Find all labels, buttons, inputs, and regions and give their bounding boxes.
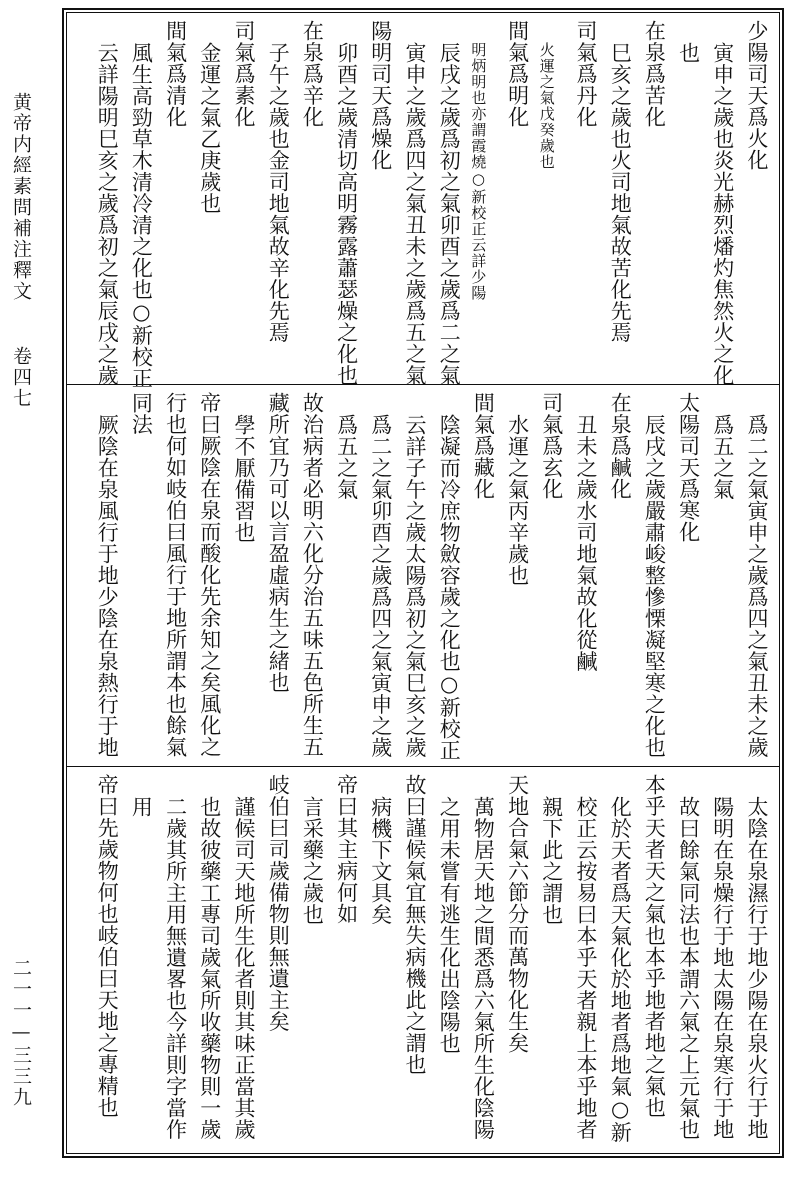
- book-title: 黄帝内經素問補注釋文: [10, 92, 32, 302]
- text-column: 司氣爲玄化: [539, 392, 564, 500]
- text-column: 之用未嘗有逃生化出陰陽也: [437, 796, 462, 1054]
- text-column: 間氣爲明化: [505, 20, 530, 128]
- text-column: 行也何如岐伯曰風行于地所謂本也餘氣: [163, 392, 188, 758]
- text-column: 學不厭備習也: [232, 414, 256, 543]
- text-column: 水運之氣丙辛歲也: [505, 414, 530, 586]
- text-column: 言采藥之歲也: [300, 796, 325, 925]
- text-column: 故曰謹候氣宜無失病機此之謂也: [403, 774, 427, 1075]
- text-column: 爲五之氣: [710, 414, 735, 500]
- text-column: 云詳子午之歲太陽爲初之氣巳亥之歲: [403, 414, 427, 758]
- volume-label: 卷四七: [10, 346, 32, 409]
- text-column: 巳亥之歲也火司地氣故苦化先焉: [608, 42, 633, 343]
- text-column: 丑未之歲水司地氣故化從鹹: [574, 414, 598, 672]
- text-column: 藏所宜乃可以言盈虛病生之緒也: [266, 392, 291, 693]
- text-column: 寅申之歲爲四之氣丑未之歲爲五之氣: [403, 42, 427, 386]
- text-column: 金運之氣乙庚歲也: [197, 42, 222, 214]
- text-column: 在泉爲鹹化: [608, 392, 633, 500]
- text-column: 故曰餘氣同法也本謂六氣之上元氣也: [676, 796, 701, 1140]
- text-column: 司氣爲素化: [232, 20, 256, 128]
- text-column: 明炳明也亦謂霞燒○新校正云詳少陽: [469, 42, 488, 301]
- text-column: 親下此之謂也: [539, 796, 564, 925]
- text-column: 太陽司天爲寒化: [676, 392, 701, 543]
- text-band-top: [70, 20, 776, 389]
- text-column: 太陰在泉濕行于地少陽在泉火行于地: [745, 796, 769, 1140]
- text-column: 故治病者必明六化分治五味五色所生五: [300, 392, 325, 758]
- text-column: 爲二之氣寅申之歲爲四之氣丑未之歲: [745, 414, 769, 758]
- text-column: 岐伯曰司歲備物則無遺主矣: [266, 774, 291, 1032]
- text-column: 二歲其所主用無遺畧也今詳則字當作: [163, 796, 188, 1140]
- text-column: 在泉爲辛化: [300, 20, 325, 128]
- text-column: 卯酉之歲清切高明霧露蕭瑟燥之化也: [334, 42, 359, 386]
- text-column: 少陽司天爲火化: [745, 20, 769, 171]
- text-column: 用: [129, 796, 154, 818]
- text-column: 謹候司天地所生化者則其味正當其歲: [232, 796, 256, 1140]
- text-column: 帝曰先歲物何也岐伯曰天地之專精也: [95, 774, 120, 1118]
- text-column: 也故彼藥工專司歲氣所收藥物則一歲: [197, 796, 222, 1140]
- text-column: 在泉爲苦化: [642, 20, 667, 128]
- text-column: 陽明司天爲燥化: [368, 20, 393, 171]
- text-column: 火運之氣戊癸歲也: [537, 42, 556, 170]
- text-column: 本乎天者天之氣也本乎地者地之氣也: [642, 774, 667, 1118]
- text-column: 同法: [129, 392, 154, 435]
- text-column: 子午之歲也金司地氣故辛化先焉: [266, 42, 291, 343]
- text-column: 間氣爲藏化: [471, 392, 496, 500]
- text-column: 天地合氣六節分而萬物化生矣: [505, 774, 530, 1054]
- text-column: 校正云按易曰本乎天者親上本乎地者: [574, 796, 598, 1140]
- text-column: 間氣爲清化: [163, 20, 188, 128]
- text-column: 帝曰其主病何如: [334, 774, 359, 925]
- text-column: 寅申之歲也炎光赫烈燔灼焦然火之化: [710, 42, 735, 386]
- text-band-middle: [70, 392, 776, 761]
- text-column: 風生高勁草木清冷清之化也○新校正: [129, 42, 154, 389]
- text-band-bottom: [70, 774, 776, 1146]
- text-column: 辰戌之歲爲初之氣卯酉之歲爲二之氣: [437, 42, 462, 386]
- text-column: 化於天者爲天氣化於地者爲地氣○新: [608, 796, 633, 1143]
- text-column: 爲二之氣卯酉之歲爲四之氣寅申之歲: [368, 414, 393, 758]
- text-column: 云詳陽明巳亥之歲爲初之氣辰戌之歲: [95, 42, 120, 386]
- text-column: 萬物居天地之間悉爲六氣所生化陰陽: [471, 796, 496, 1140]
- text-column: 陰凝而冷庶物斂容歲之化也○新校正: [437, 414, 462, 761]
- text-column: 也: [676, 42, 701, 64]
- page-number: 二一一—三三九: [10, 958, 32, 1108]
- text-column: 辰戌之歲嚴肅峻整慘慄凝堅寒之化也: [642, 414, 667, 758]
- text-column: 爲五之氣: [334, 414, 359, 500]
- text-column: 帝曰厥陰在泉而酸化先余知之矣風化之: [197, 392, 222, 758]
- text-column: 司氣爲丹化: [574, 20, 598, 128]
- text-column: 陽明在泉燥行于地太陽在泉寒行于地: [710, 796, 735, 1140]
- text-column: 病機下文具矣: [368, 796, 393, 925]
- band-divider: [66, 766, 780, 767]
- text-column: 厥陰在泉風行于地少陰在泉熱行于地: [95, 414, 120, 758]
